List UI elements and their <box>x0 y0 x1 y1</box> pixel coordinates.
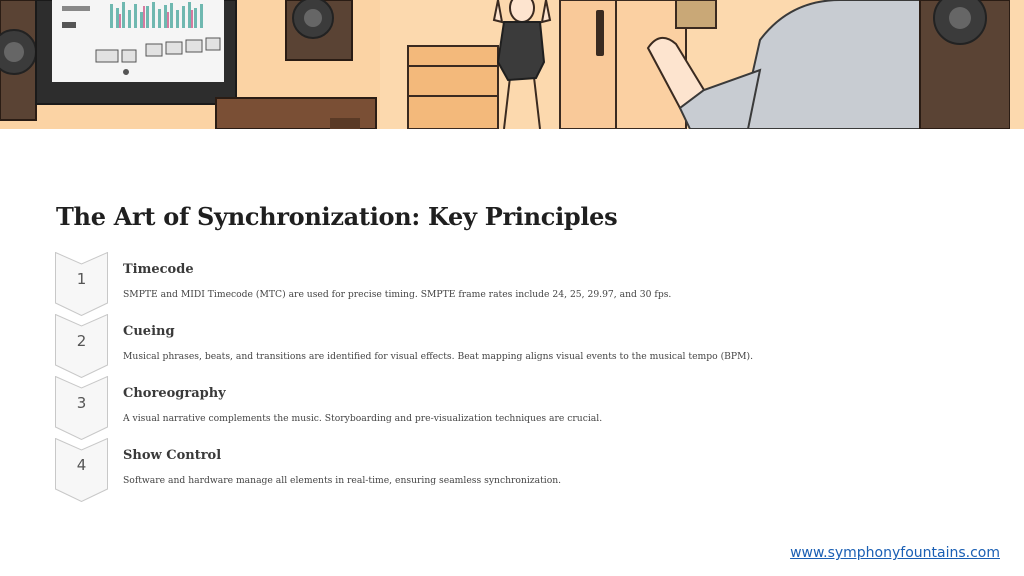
step-description: Software and hardware manage all elements in real-time, ensuring seamless synchronization. <box>123 475 562 486</box>
step-title: Cueing <box>123 324 175 339</box>
step-description: Musical phrases, beats, and transitions are identified for visual effects. Beat mapping aligns visual events to the musical tempo (BPM). <box>123 351 754 362</box>
step-item <box>55 376 955 438</box>
step-description: A visual narrative complements the music. Storyboarding and pre-visualization techniques are crucial. <box>123 413 603 424</box>
step-number: 2 <box>76 332 87 350</box>
hero-illustration <box>0 0 1024 129</box>
step-item <box>55 438 955 500</box>
website-link[interactable]: www.symphonyfountains.com <box>790 545 1000 561</box>
step-number: 1 <box>76 270 87 288</box>
step-description: SMPTE and MIDI Timecode (MTC) are used for precise timing. SMPTE frame rates include 24, 25, 29.97, and 30 fps. <box>123 289 672 300</box>
step-title: Timecode <box>123 262 194 277</box>
studio-scene-illustration <box>0 0 1024 129</box>
step-item <box>55 314 955 376</box>
page-title: The Art of Synchronization: Key Principles <box>56 202 618 231</box>
step-item <box>55 252 955 314</box>
step-title: Show Control <box>123 448 222 463</box>
step-title: Choreography <box>123 386 226 401</box>
step-number: 4 <box>76 456 87 474</box>
step-number: 3 <box>76 394 87 412</box>
principles-steps <box>55 252 955 500</box>
